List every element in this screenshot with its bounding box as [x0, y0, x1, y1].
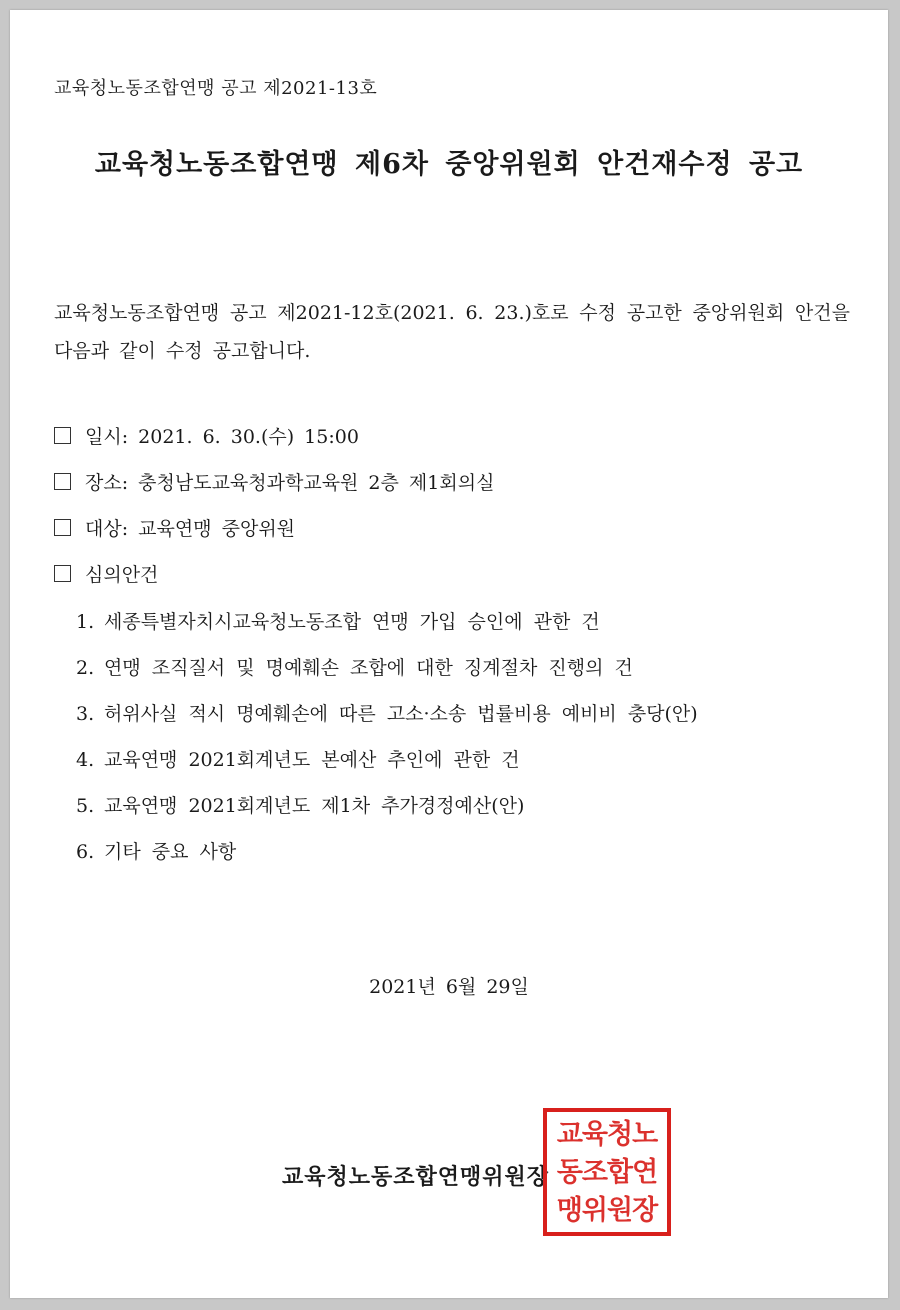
- seal-line: 맹위원장: [556, 1194, 658, 1226]
- checkbox-square-icon: [54, 473, 71, 490]
- agenda-item: [76, 745, 698, 791]
- notice-number: 교육청노동조합연맹 공고 제2021-13호: [54, 78, 378, 99]
- agenda-text: 교육연맹 2021회계년도 제1차 추가경정예산(안): [104, 795, 525, 817]
- agenda-item: [76, 791, 698, 837]
- detail-item-agenda-heading: [54, 560, 494, 606]
- official-seal-stamp: [543, 1108, 671, 1236]
- detail-item-datetime: [54, 422, 494, 468]
- detail-list: [54, 422, 494, 606]
- seal-line: 교육청노: [556, 1118, 658, 1150]
- detail-label: 심의안건: [85, 564, 159, 586]
- agenda-text: 기타 중요 사항: [104, 841, 237, 863]
- detail-label: 일시: 2021. 6. 30.(수) 15:00: [85, 426, 359, 448]
- agenda-text: 세종특별자치시교육청노동조합 연맹 가입 승인에 관한 건: [104, 611, 600, 633]
- checkbox-square-icon: [54, 565, 71, 582]
- agenda-number: 3.: [76, 703, 95, 725]
- agenda-text: 교육연맹 2021회계년도 본예산 추인에 관한 건: [104, 749, 520, 771]
- seal-line: 동조합연: [556, 1156, 658, 1188]
- detail-item-location: [54, 468, 494, 514]
- checkbox-square-icon: [54, 427, 71, 444]
- detail-label: 장소: 충청남도교육청과학교육원 2층 제1회의실: [85, 472, 495, 494]
- agenda-number: 1.: [76, 611, 95, 633]
- signer-name: 교육청노동조합연맹위원장: [282, 1164, 550, 1190]
- agenda-text: 허위사실 적시 명예훼손에 따른 고소·소송 법률비용 예비비 충당(안): [104, 703, 698, 725]
- agenda-item: [76, 607, 698, 653]
- detail-label: 대상: 교육연맹 중앙위원: [85, 518, 296, 540]
- document-title: 교육청노동조합연맹 제6차 중앙위원회 안건재수정 공고: [94, 149, 804, 180]
- agenda-text: 연맹 조직질서 및 명예훼손 조합에 대한 징계절차 진행의 건: [104, 657, 633, 679]
- intro-paragraph: 교육청노동조합연맹 공고 제2021-12호(2021. 6. 23.)호로 수정 공고한 중앙위원회 안건을 다음과 같이 수정 공고합니다.: [54, 302, 850, 362]
- agenda-list: [76, 607, 698, 883]
- agenda-item: [76, 653, 698, 699]
- detail-item-audience: [54, 514, 494, 560]
- agenda-number: 4.: [76, 749, 95, 771]
- agenda-number: 5.: [76, 795, 95, 817]
- agenda-item: [76, 699, 698, 745]
- checkbox-square-icon: [54, 519, 71, 536]
- agenda-number: 2.: [76, 657, 95, 679]
- agenda-item: [76, 837, 698, 883]
- issue-date: 2021년 6월 29일: [369, 976, 529, 998]
- document-page: [10, 10, 888, 1298]
- agenda-number: 6.: [76, 841, 95, 863]
